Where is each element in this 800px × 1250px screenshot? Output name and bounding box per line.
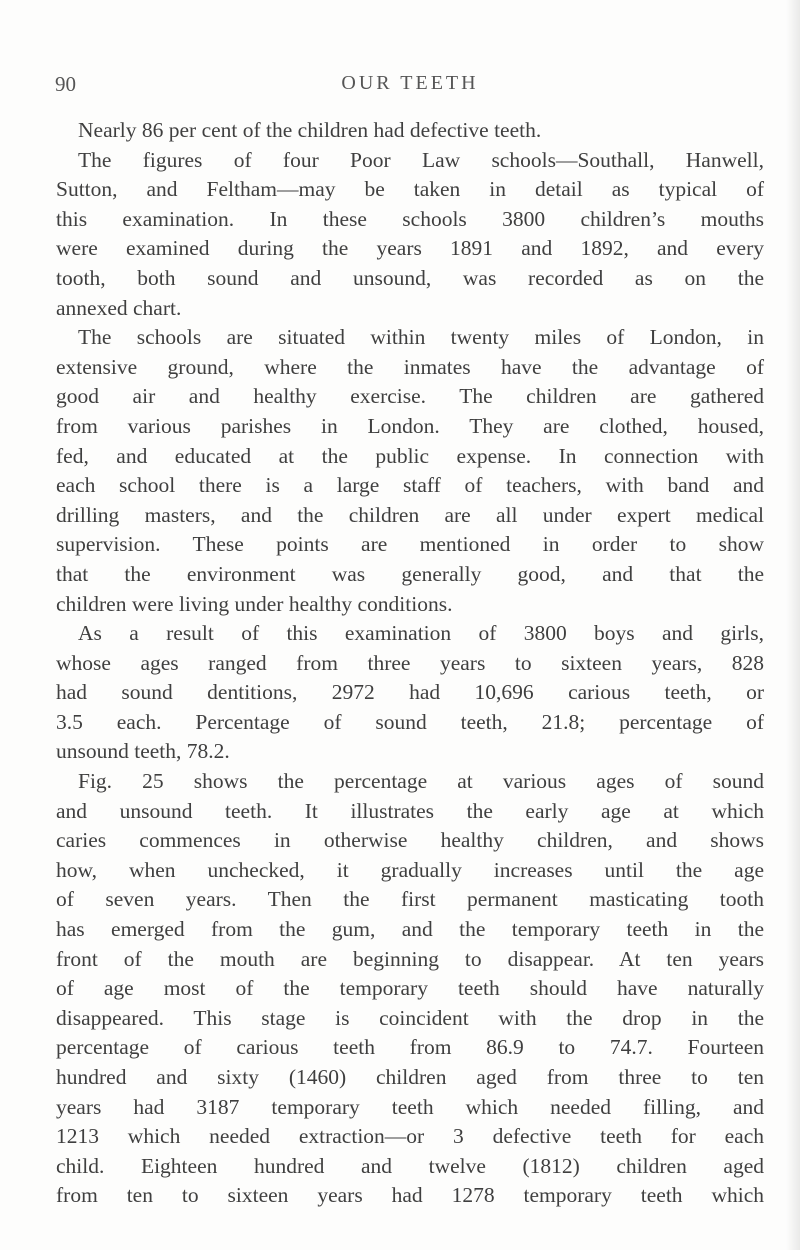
text-line: supervision. These points are mentioned in order to show (56, 532, 764, 557)
text-line: percentage of carious teeth from 86.9 to 74.7. Fourteen (56, 1035, 764, 1060)
text-line: years had 3187 temporary teeth which needed filling, and (56, 1094, 764, 1119)
text-line: caries commences in otherwise healthy children, and shows (56, 828, 764, 853)
text-line: 3.5 each. Percentage of sound teeth, 21.8; percentage of (56, 709, 764, 734)
text-line: were examined during the years 1891 and 1892, and every (56, 236, 764, 261)
text-line: Fig. 25 shows the percentage at various ages of sound (78, 769, 764, 794)
text-line: children were living under healthy conditions. (56, 591, 453, 616)
body-text (56, 116, 764, 1211)
running-title: OUR TEETH (341, 72, 479, 94)
text-line: disappeared. This stage is coincident with the drop in the (56, 1005, 764, 1030)
text-line: fed, and educated at the public expense. In connection with (56, 443, 764, 468)
text-line: As a result of this examination of 3800 boys and girls, (78, 621, 764, 646)
text-line: unsound teeth, 78.2. (56, 739, 230, 764)
text-line: hundred and sixty (1460) children aged from three to ten (56, 1065, 764, 1089)
text-line: each school there is a large staff of teachers, with band and (56, 473, 764, 498)
text-line: from various parishes in London. They are clothed, housed, (56, 413, 764, 438)
text-line: this examination. In these schools 3800 children’s mouths (56, 206, 764, 231)
page-number: 90 (55, 72, 76, 96)
text-line: has emerged from the gum, and the temporary teeth in the (56, 917, 764, 942)
text-line: front of the mouth are beginning to disappear. At ten years (56, 946, 764, 971)
page-edge-shadow (786, 0, 800, 1250)
text-line: annexed chart. (56, 295, 182, 320)
text-line: The figures of four Poor Law schools—Southall, Hanwell, (78, 147, 764, 172)
text-line: child. Eighteen hundred and twelve (1812) children aged (56, 1153, 764, 1178)
text-line: from ten to sixteen years had 1278 temporary teeth which (56, 1183, 764, 1208)
text-line: whose ages ranged from three years to sixteen years, 828 (56, 650, 764, 675)
text-line: extensive ground, where the inmates have the advantage of (56, 354, 764, 379)
text-line: The schools are situated within twenty miles of London, in (78, 325, 764, 350)
text-line: of seven years. Then the first permanent masticating tooth (56, 887, 764, 912)
text-line: of age most of the temporary teeth should have naturally (56, 976, 764, 1001)
text-line: drilling masters, and the children are all under expert medical (56, 502, 764, 527)
text-line: good air and healthy exercise. The children are gathered (56, 384, 764, 409)
text-line: and unsound teeth. It illustrates the early age at which (56, 798, 764, 823)
text-line: had sound dentitions, 2972 had 10,696 carious teeth, or (56, 680, 764, 705)
text-line: Nearly 86 per cent of the children had defective teeth. (78, 118, 542, 142)
text-line: that the environment was generally good, and that the (56, 561, 764, 586)
text-line: how, when unchecked, it gradually increases until the age (56, 857, 764, 882)
text-line: 1213 which needed extraction—or 3 defective teeth for each (56, 1124, 764, 1149)
text-line: tooth, both sound and unsound, was recorded as on the (56, 265, 764, 290)
text-line: Sutton, and Feltham—may be taken in detail as typical of (56, 177, 764, 202)
